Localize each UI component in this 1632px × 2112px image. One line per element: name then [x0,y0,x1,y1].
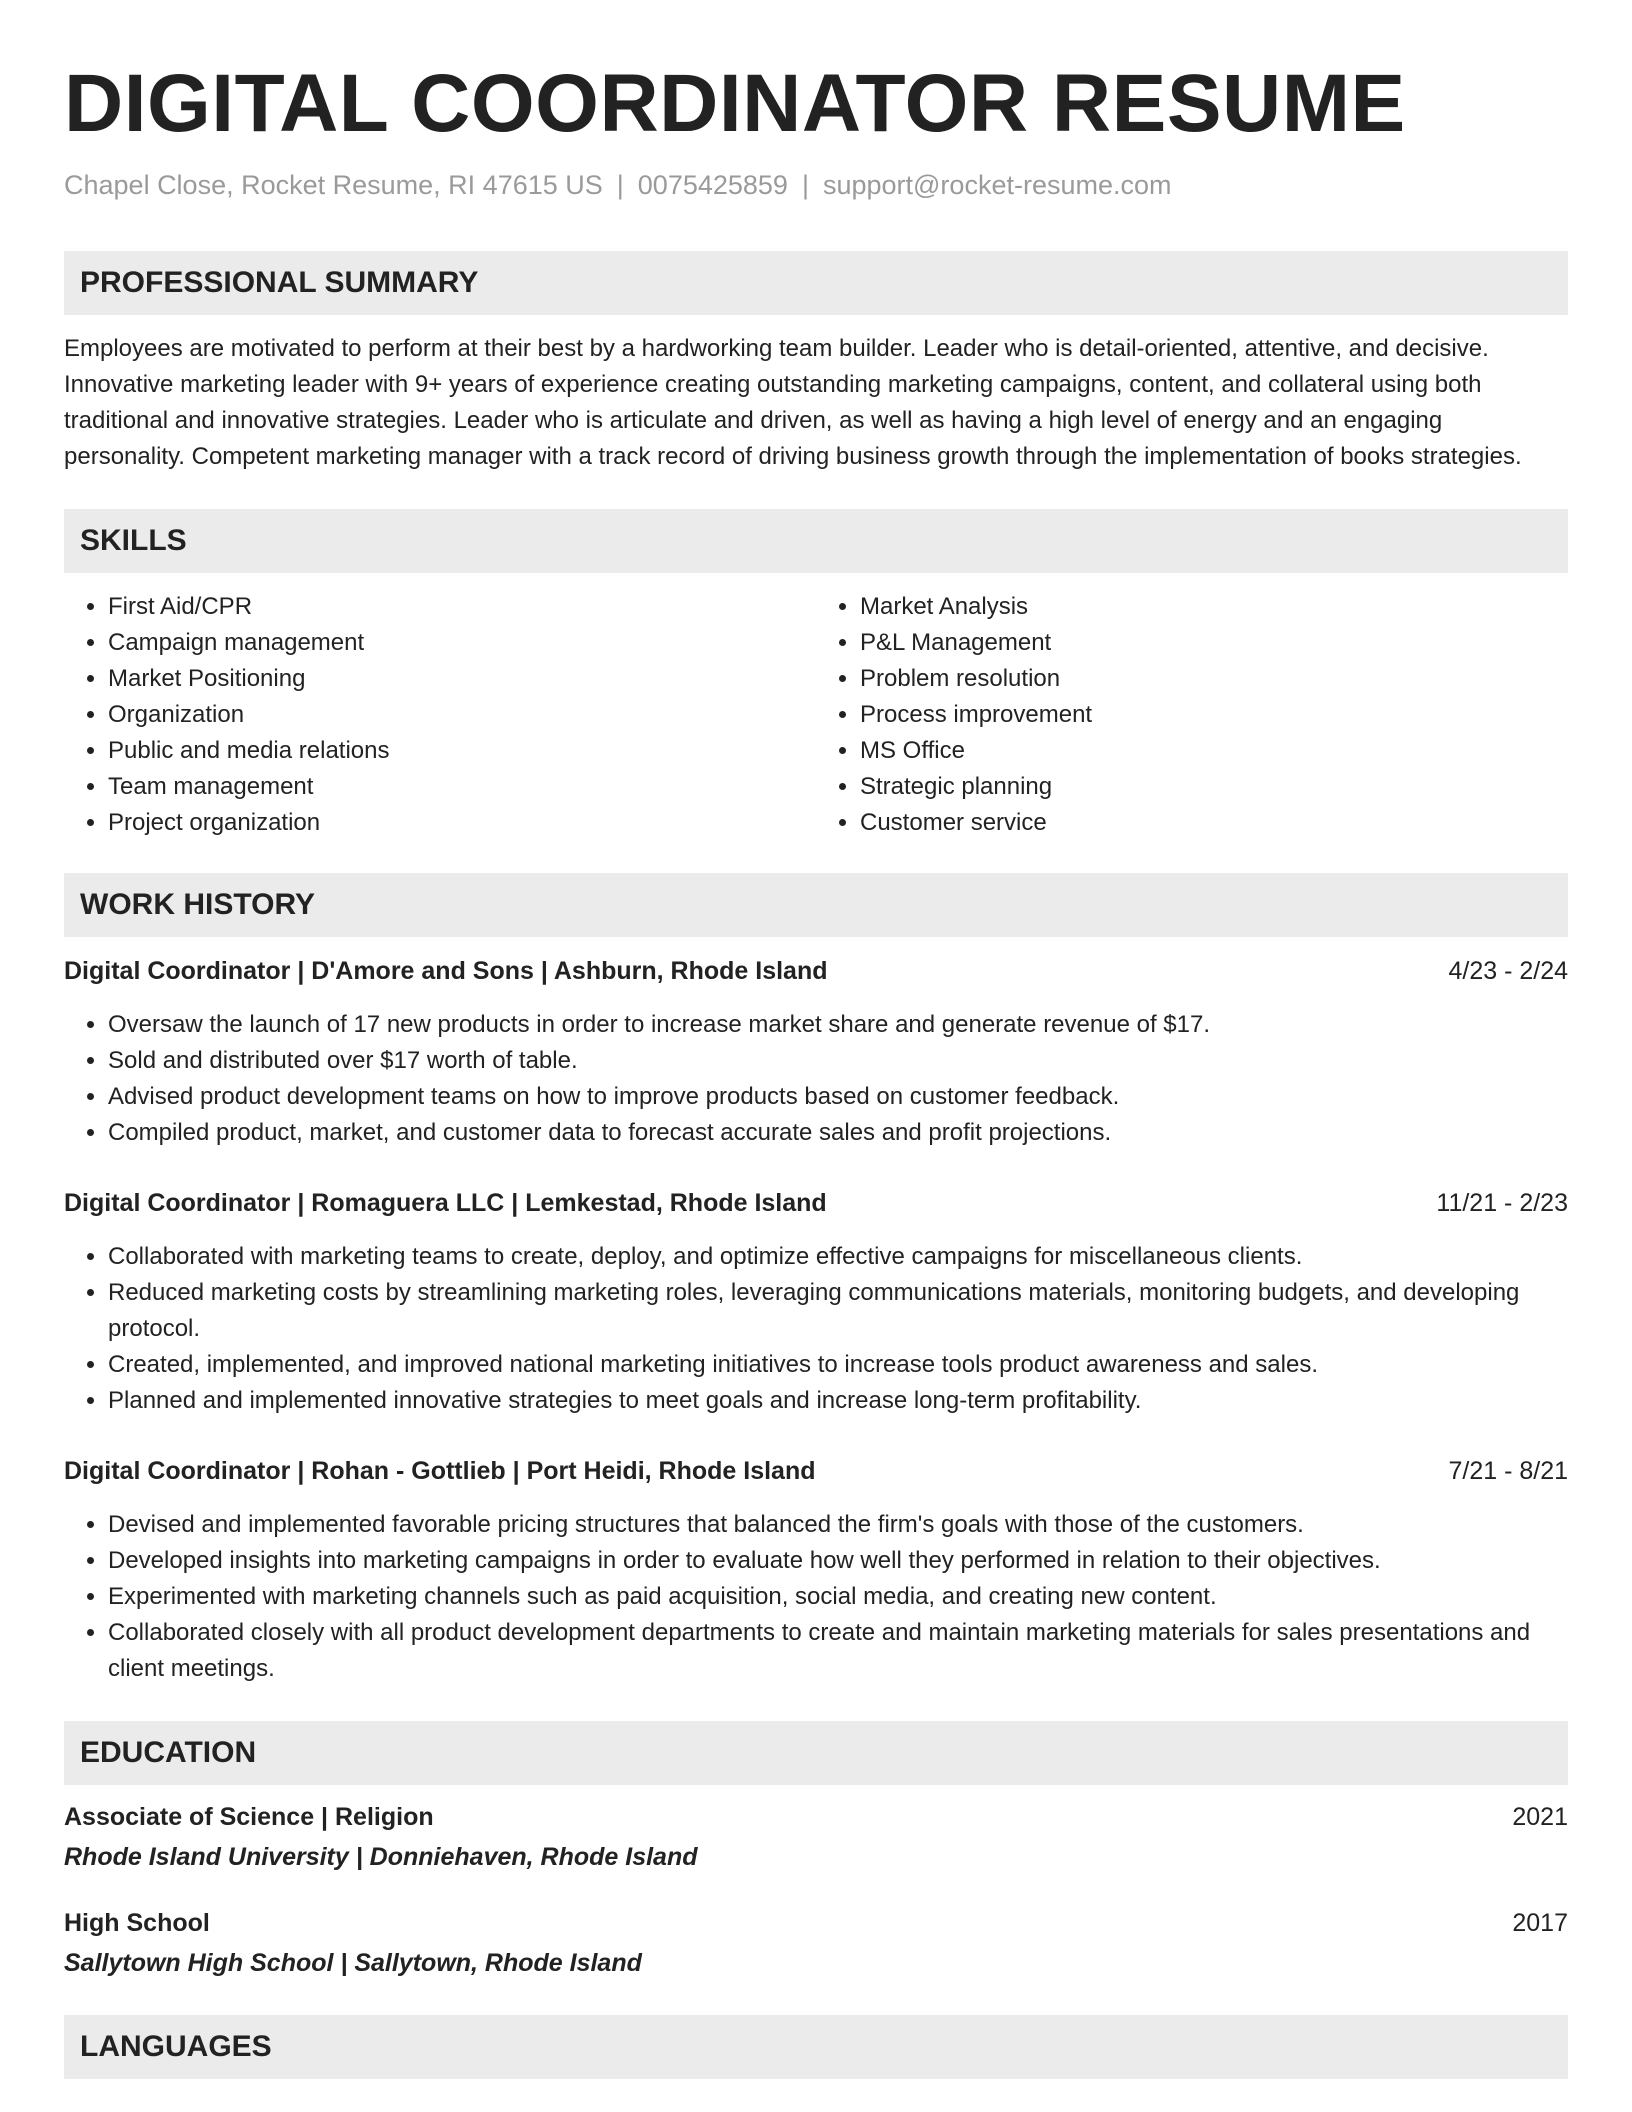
job-dates: 7/21 - 8/21 [1448,1457,1568,1485]
education-degree: Associate of Science | Religion [64,1803,434,1831]
education-header [64,1905,1568,1941]
job-bullet: • Experimented with marketing channels such as paid acquisition, social media, and creating new content. [108,1579,1568,1615]
skill-item: • P&L Management [860,625,1568,661]
education-degree: High School [64,1909,210,1937]
education-header [64,1799,1568,1835]
job-bullet: • Advised product development teams on how to improve products based on customer feedback. [108,1079,1568,1115]
skill-item: • Project organization [108,805,816,841]
education-school: Rhode Island University | Donniehaven, Rhode Island [64,1843,698,1871]
job-bullet: • Devised and implemented favorable pricing structures that balanced the firm's goals with those of the customers. [108,1507,1568,1543]
work-heading: WORK HISTORY [64,873,1568,937]
skill-item: • Market Analysis [860,589,1568,625]
skill-item: • Public and media relations [108,733,816,769]
job-bullet: • Oversaw the launch of 17 new products in order to increase market share and generate revenue of $17. [108,1007,1568,1043]
job-bullet: • Compiled product, market, and customer data to forecast accurate sales and profit projections. [108,1115,1568,1151]
summary-heading: PROFESSIONAL SUMMARY [64,251,1568,315]
contact-address: Chapel Close, Rocket Resume, RI 47615 US [64,170,603,200]
contact-email: support@rocket-resume.com [822,170,1172,200]
education-entry [64,1905,1568,1981]
skill-item: • Customer service [860,805,1568,841]
job-dates: 4/23 - 2/24 [1448,957,1568,985]
job-header [64,953,1568,989]
job-bullets [64,1507,1568,1687]
job-bullet: • Developed insights into marketing campaigns in order to evaluate how well they performed in relation to their objectives. [108,1543,1568,1579]
job-bullet: • Reduced marketing costs by streamlining marketing roles, leveraging communications materials, monitoring budgets, and developing protocol. [108,1275,1568,1347]
job-header [64,1453,1568,1489]
contact-separator: | [801,170,809,200]
job-bullet: • Collaborated with marketing teams to create, deploy, and optimize effective campaigns for miscellaneous clients. [108,1239,1568,1275]
education-entry [64,1799,1568,1875]
skill-item: • Campaign management [108,625,816,661]
job-bullet: • Collaborated closely with all product development departments to create and maintain marketing materials for sales presentations and client meetings. [108,1615,1568,1687]
job-bullet: • Planned and implemented innovative strategies to meet goals and increase long-term profitability. [108,1383,1568,1419]
skills-column-left [64,589,816,841]
job-dates: 11/21 - 2/23 [1436,1189,1568,1217]
contact-line [64,168,1568,202]
job-title: Digital Coordinator | Romaguera LLC | Lemkestad, Rhode Island [64,1189,827,1217]
education-school: Sallytown High School | Sallytown, Rhode Island [64,1949,642,1977]
education-heading: EDUCATION [64,1721,1568,1785]
skills-column-right [816,589,1568,841]
contact-phone: 0075425859 [637,170,788,200]
job-bullet: • Created, implemented, and improved national marketing initiatives to increase tools product awareness and sales. [108,1347,1568,1383]
job-bullet: • Sold and distributed over $17 worth of table. [108,1043,1568,1079]
skills-list [64,589,1568,841]
job-bullets [64,1239,1568,1419]
education-year: 2017 [1512,1909,1568,1937]
contact-separator: | [616,170,624,200]
skill-item: • First Aid/CPR [108,589,816,625]
summary-text: Employees are motivated to perform at their best by a hardworking team builder. Leader who is detail-oriented, attentive, and decisive. Innovative marketing leader with 9+ years of experience creating outstanding marketing campaigns, content, and collateral using both traditional and innovative strategies. Leader who is articulate and driven, as well as having a high level of energy and an engaging personality. Competent marketing manager with a track record of driving business growth through the implementation of books strategies. [64,335,1522,470]
job-title: Digital Coordinator | Rohan - Gottlieb | Port Heidi, Rhode Island [64,1457,816,1485]
skill-item: • Market Positioning [108,661,816,697]
job-header [64,1185,1568,1221]
skills-heading: SKILLS [64,509,1568,573]
job-entry [64,953,1568,1151]
education-year: 2021 [1512,1803,1568,1831]
skill-item: • Problem resolution [860,661,1568,697]
job-bullets [64,1007,1568,1151]
resume-title: DIGITAL COORDINATOR RESUME [64,58,1406,149]
skill-item: • MS Office [860,733,1568,769]
skill-item: • Organization [108,697,816,733]
languages-heading: LANGUAGES [64,2015,1568,2079]
skill-item: • Team management [108,769,816,805]
job-title: Digital Coordinator | D'Amore and Sons | Ashburn, Rhode Island [64,957,828,985]
job-entry [64,1453,1568,1687]
job-entry [64,1185,1568,1419]
skill-item: • Strategic planning [860,769,1568,805]
skill-item: • Process improvement [860,697,1568,733]
